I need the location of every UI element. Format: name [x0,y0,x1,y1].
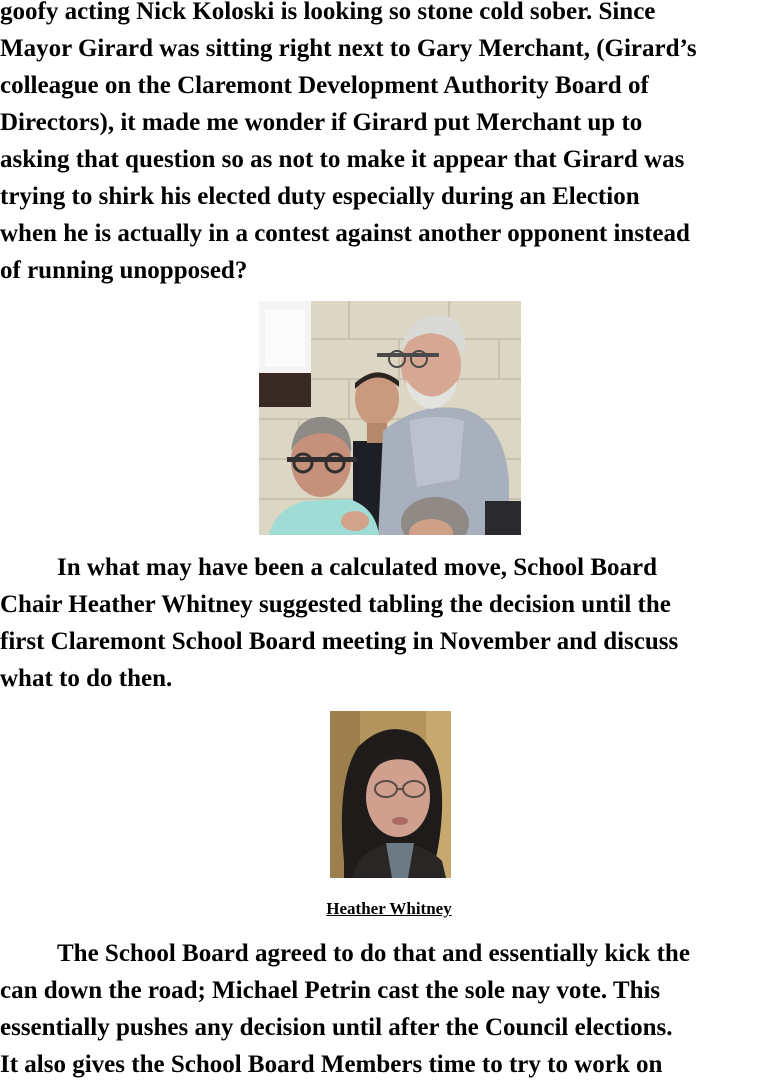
paragraph-top [0,0,778,289]
text-line-content: In what may have been a calculated move, School Board [57,554,657,581]
text-line: Directors), it made me wonder if Girard put Merchant up to [0,109,643,136]
text-line [0,549,778,586]
text-line: Chair Heather Whitney suggested tabling the decision until the [0,591,671,618]
text-line: Mayor Girard was sitting right next to Gary Merchant, (Girard’s [0,35,697,62]
text-line: can down the road; Michael Petrin cast the sole nay vote. This [0,977,661,1004]
text-line [0,935,778,972]
text-line: goofy acting Nick Koloski is looking so stone cold sober. Since [0,0,656,25]
photo-caption: Heather Whitney [326,899,452,918]
text-line: first Claremont School Board meeting in November and discuss [0,628,679,655]
text-line-content: The School Board agreed to do that and essentially kick the [57,940,690,967]
paragraph-bottom [0,935,778,1083]
text-line: asking that question so as not to make it appear that Girard was [0,146,685,173]
text-line: trying to shirk his elected duty especially during an Election [0,183,640,210]
text-line: when he is actually in a contest against another opponent instead [0,220,690,247]
portrait-photo [330,711,451,878]
meeting-attendees-photo [259,301,521,535]
text-line: what to do then. [0,665,173,692]
text-line: essentially pushes any decision until after the Council elections. [0,1014,673,1041]
text-line: colleague on the Claremont Development Authority Board of [0,72,649,99]
text-line: It also gives the School Board Members time to try to work on [0,1051,663,1078]
paragraph-middle [0,549,778,697]
text-line: of running unopposed? [0,257,248,284]
